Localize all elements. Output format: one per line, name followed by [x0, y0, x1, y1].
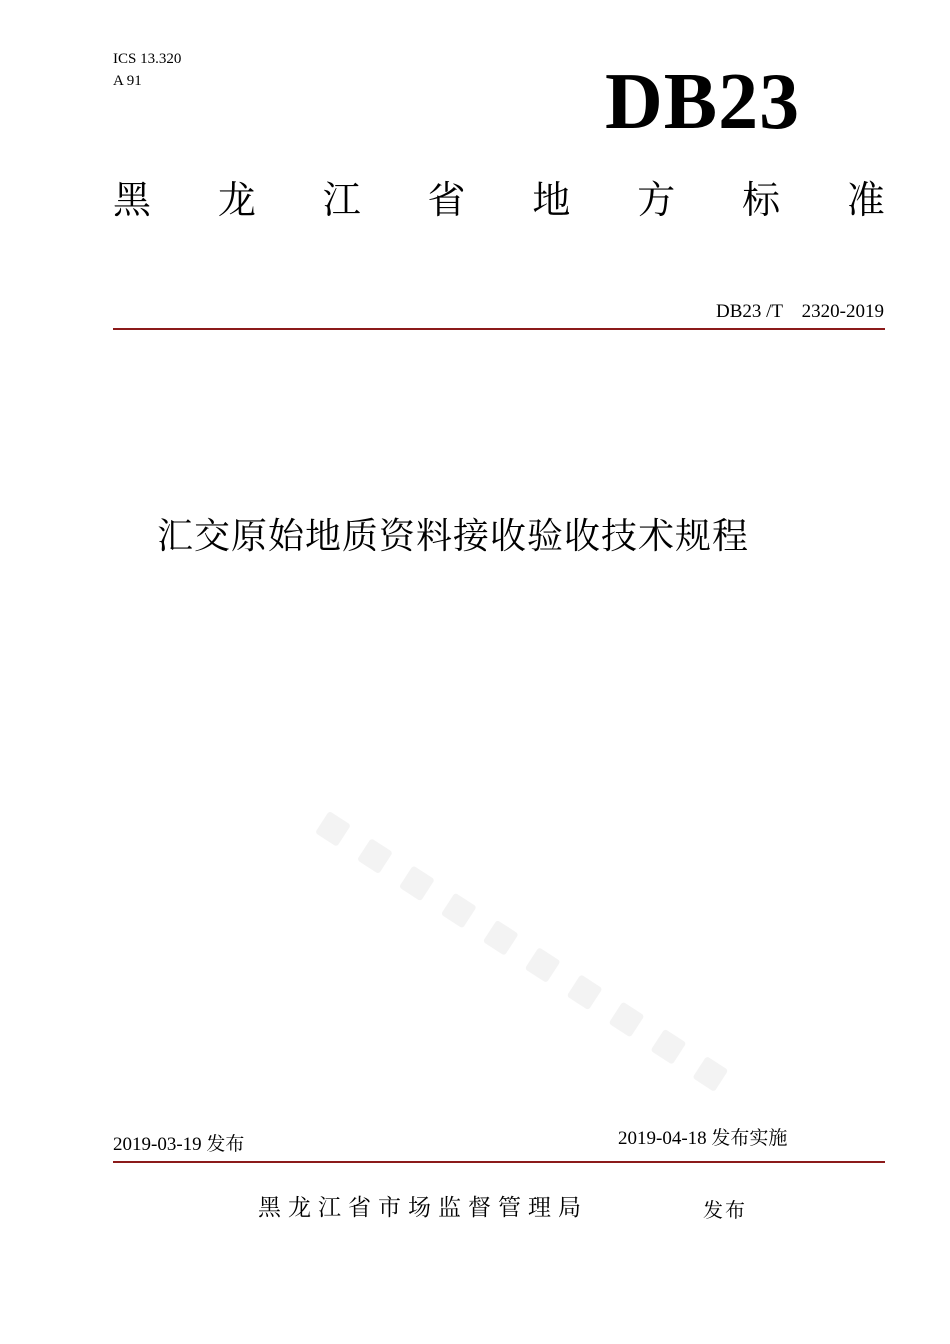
- publish-date-value: 2019-03-19: [113, 1134, 202, 1155]
- standard-type-char: 准: [846, 178, 885, 222]
- standard-type-char: 地: [532, 178, 571, 222]
- document-title: 汇交原始地质资料接收验收技术规程: [157, 516, 750, 557]
- standard-type-heading: [113, 178, 885, 222]
- standard-type-char: 黑: [113, 178, 152, 222]
- standard-number: DB23 /T 2320-2019: [715, 301, 884, 322]
- issuing-authority: 黑龙江省市场监督管理局: [258, 1195, 588, 1221]
- standard-type-char: 标: [742, 178, 781, 222]
- ccs-code: A 91: [113, 73, 142, 89]
- standard-type-char: 省: [427, 178, 466, 222]
- publish-label: 发布: [206, 1133, 245, 1155]
- ics-block: [113, 48, 181, 92]
- standard-type-char: 方: [637, 178, 676, 222]
- implement-date: [618, 1126, 787, 1151]
- implement-date-value: 2019-04-18: [618, 1128, 707, 1149]
- bottom-divider: [113, 1161, 885, 1163]
- publish-date: [113, 1132, 244, 1157]
- db-logo: DB23: [605, 58, 801, 146]
- implement-label: 发布实施: [711, 1127, 788, 1149]
- standard-type-char: 江: [322, 178, 361, 222]
- issue-label: 发布: [703, 1198, 747, 1222]
- faint-watermark: [265, 800, 785, 1100]
- standard-type-char: 龙: [217, 178, 256, 222]
- ics-code: ICS 13.320: [113, 51, 182, 67]
- top-divider: [113, 328, 885, 330]
